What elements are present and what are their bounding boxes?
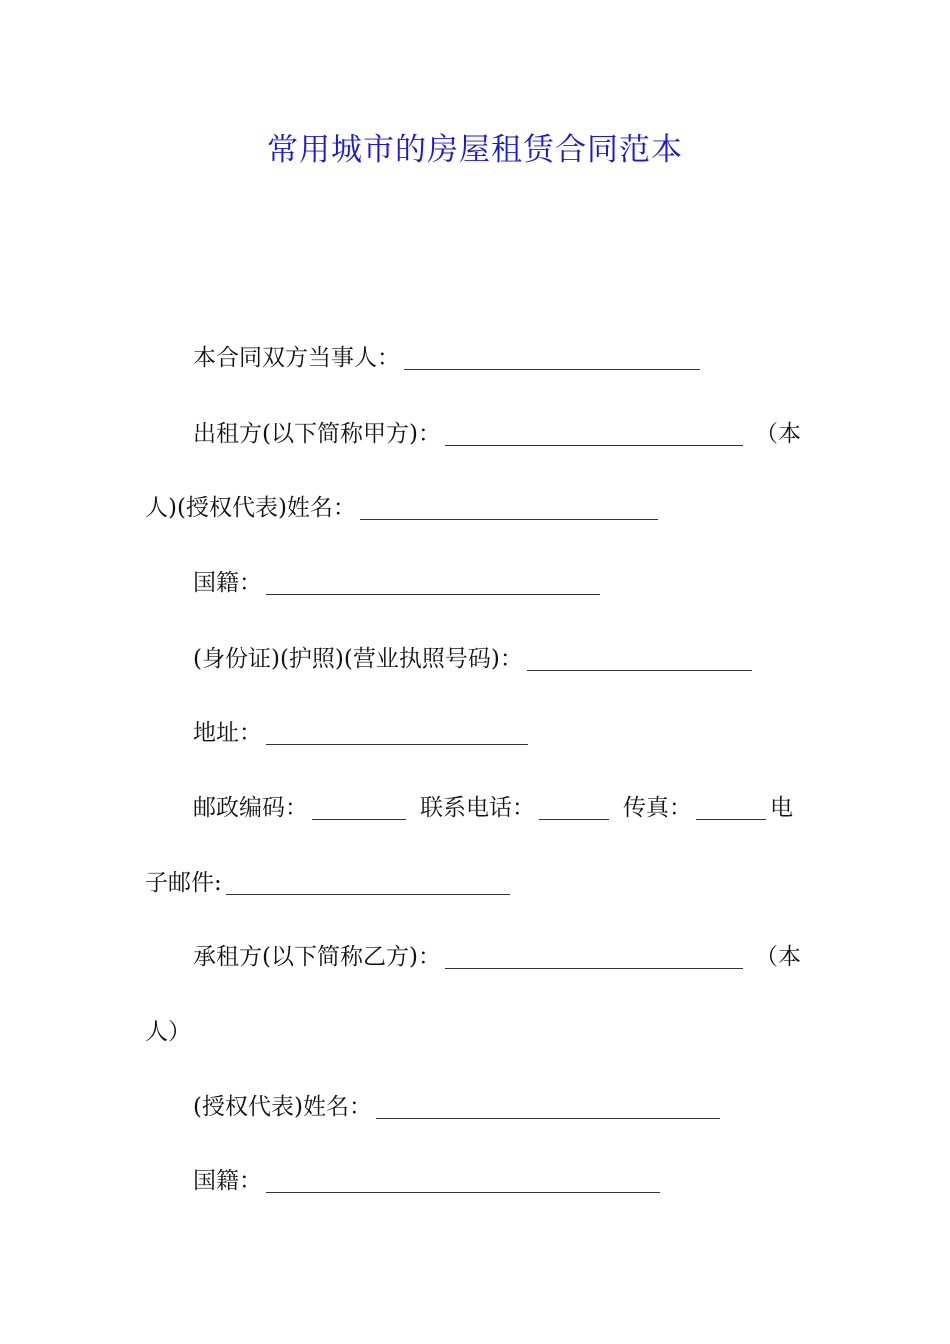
line-lessor-name [145, 492, 662, 524]
lessee-tail: （本 [754, 944, 801, 970]
line-lessor-nationality [193, 567, 604, 599]
lessor-nationality-label: 国籍： [193, 570, 262, 596]
lessor-nationality-blank[interactable] [266, 570, 600, 595]
lessee-label: 承租方(以下简称乙方)： [193, 944, 441, 970]
lessee-name-label: (授权代表)姓名： [193, 1094, 372, 1120]
email-label: 子邮件: [145, 870, 222, 896]
phone-blank[interactable] [539, 795, 609, 820]
line-lessor-address [193, 717, 532, 749]
line-lessor [193, 418, 801, 450]
lessor-tail: （本 [754, 421, 801, 447]
fax-label: 传真： [623, 795, 692, 821]
postcode-blank[interactable] [312, 795, 406, 820]
lessee-nationality-blank[interactable] [266, 1168, 660, 1193]
lessor-id-label: (身份证)(护照)(营业执照号码)： [193, 646, 523, 672]
parties-blank[interactable] [404, 345, 700, 370]
line-lessor-id [193, 643, 756, 675]
line-parties [193, 342, 704, 374]
lessee-name-blank[interactable] [376, 1094, 720, 1119]
lessor-name-label: 人)(授权代表)姓名： [145, 495, 356, 521]
lessee-cont-label: 人） [145, 1019, 191, 1045]
lessee-blank[interactable] [445, 944, 743, 969]
lessee-nationality-label: 国籍： [193, 1168, 262, 1194]
postcode-label: 邮政编码： [193, 795, 308, 821]
line-lessee-cont [145, 1016, 191, 1048]
line-lessee [193, 941, 801, 973]
line-lessee-nationality [193, 1165, 664, 1197]
lessor-name-blank[interactable] [360, 495, 658, 520]
phone-label: 联系电话： [420, 795, 535, 821]
parties-label: 本合同双方当事人： [193, 345, 400, 371]
document-title: 常用城市的房屋租赁合同范本 [267, 132, 683, 168]
lessor-label: 出租方(以下简称甲方)： [193, 421, 441, 447]
line-contact [193, 792, 793, 824]
lessor-blank[interactable] [445, 421, 743, 446]
lessor-address-blank[interactable] [266, 720, 528, 745]
line-email [145, 867, 514, 899]
email-head: 电 [770, 795, 793, 821]
line-lessee-name [193, 1091, 724, 1123]
lessor-address-label: 地址： [193, 720, 262, 746]
email-blank[interactable] [226, 870, 510, 895]
fax-blank[interactable] [696, 795, 766, 820]
lessor-id-blank[interactable] [527, 646, 752, 671]
